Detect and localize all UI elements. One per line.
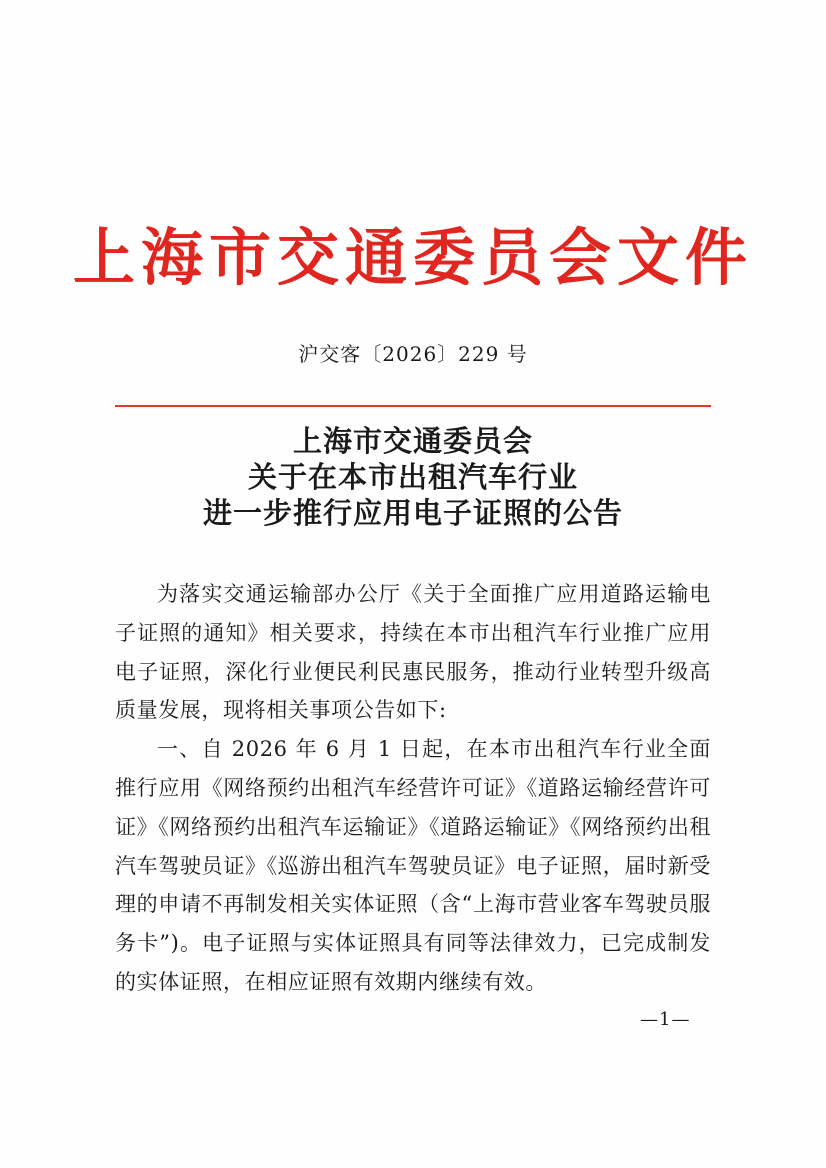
page-number: —1— [640, 1009, 691, 1030]
document-number: 沪交客〔2026〕229 号 [298, 342, 528, 366]
announcement-title [0, 423, 826, 531]
title-line-3: 进一步推行应用电子证照的公告 [202, 496, 623, 530]
title-line-2: 关于在本市出租汽车行业 [247, 460, 578, 494]
red-divider-rule [115, 405, 711, 407]
document-header-title: 上海市交通委员会文件 [72, 221, 753, 294]
body-paragraph-item-1: 一、自 2026 年 6 月 1 日起，在本市出租汽车行业全面推行应用《网络预约出租汽车经营许可证》《道路运输经营许可证》《网络预约出租汽车运输证》《道路运输证》《网络预约出租汽车驾驶员证》《巡游出租汽车驾驶员证》电子证照，届时新受理的申请不再制发相关实体证照（含“上海市营业客车驾驶员服务卡”)。电子证照与实体证照具有同等法律效力，已完成制发的实体证照，在相应证照有效期内继续有效。 [115, 737, 711, 994]
body-text [115, 575, 711, 1002]
body-paragraph-intro: 为落实交通运输部办公厅《关于全面推广应用道路运输电子证照的通知》相关要求，持续在本市出租汽车行业推广应用电子证照，深化行业便民利民惠民服务，推动行业转型升级高质量发展，现将相关事项公告如下: [115, 582, 711, 723]
title-line-1: 上海市交通委员会 [292, 424, 533, 458]
